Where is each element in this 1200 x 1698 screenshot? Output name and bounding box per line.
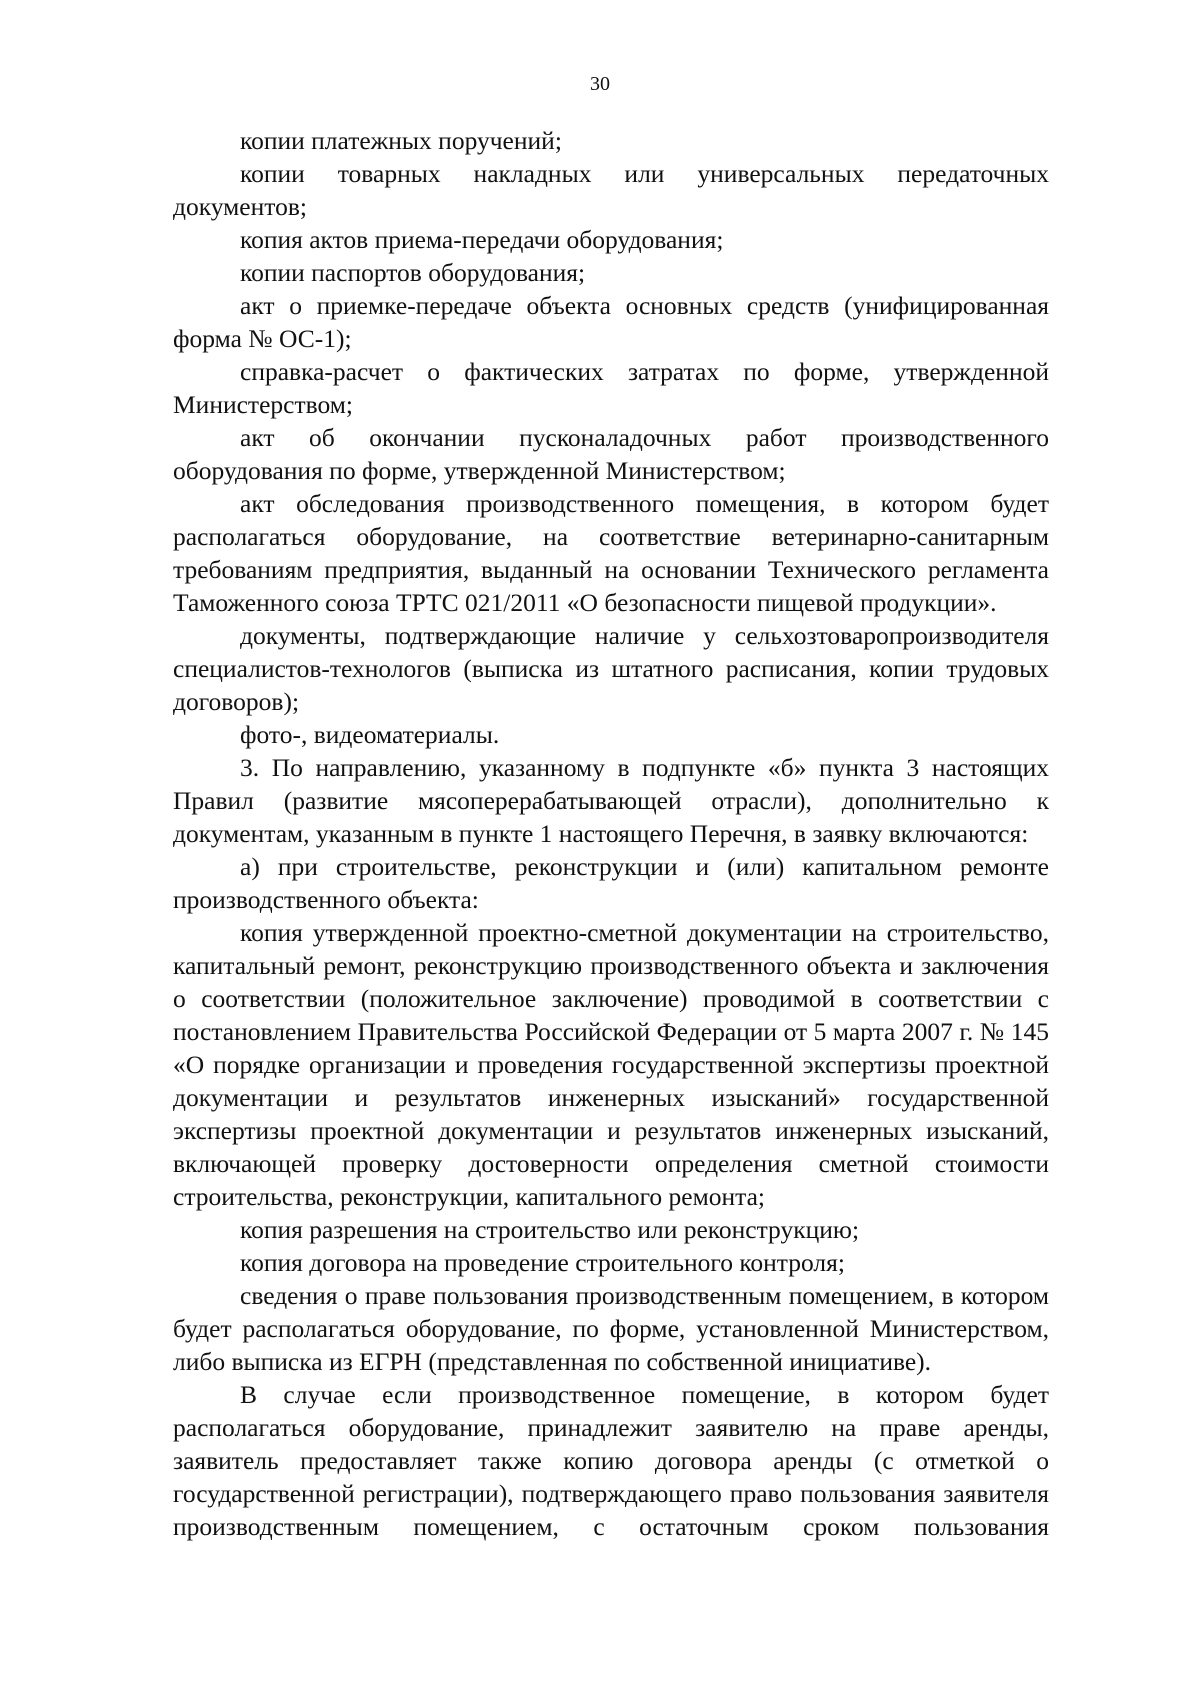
paragraph-construction-control: копия договора на проведение строительного контроля; [240, 1248, 845, 1277]
paragraph-subsection-a: а) при строительстве, реконструкции и (или) капитальном ремонте производственного объекта: [173, 852, 1049, 914]
paragraph-equipment-transfer-acts: копия актов приема-передачи оборудования; [240, 225, 724, 254]
page-number: 30 [590, 73, 610, 95]
paragraph-lease-case: В случае если производственное помещение, в котором будет располагаться оборудование, принадлежит заявителю на праве аренды, заявитель предоставляет также копию договора аренды (с отметкой о государственной регистрации), подтверждающего право пользования заявителя производственным помещением, с остаточным сроком пользования [173, 1380, 1049, 1541]
paragraph-waybills: копии товарных накладных или универсальных передаточных документов; [173, 159, 1049, 221]
paragraph-section-3: 3. По направлению, указанному в подпункте «б» пункта 3 настоящих Правил (развитие мясоперерабатывающей отрасли), дополнительно к документам, указанным в пункте 1 настоящего Перечня, в заявку включаются: [173, 753, 1049, 848]
paragraph-payment-orders: копии платежных поручений; [240, 126, 562, 155]
paragraph-cost-statement: справка-расчет о фактических затратах по форме, утвержденной Министерством; [173, 357, 1049, 419]
paragraph-photo-video: фото-, видеоматериалы. [240, 720, 500, 749]
paragraph-usage-rights: сведения о праве пользования производственным помещением, в котором будет располагаться оборудование, по форме, установленной Министерством, либо выписка из ЕГРН (представленная по собственной инициативе). [173, 1281, 1049, 1376]
paragraph-technologists-documents: документы, подтверждающие наличие у сельхозтоваропроизводителя специалистов-технологов (выписка из штатного расписания, копии трудовых договоров); [173, 621, 1049, 716]
paragraph-premises-inspection-act: акт обследования производственного помещения, в котором будет располагаться оборудование, на соответствие ветеринарно-санитарным требованиям предприятия, выданный на основании Технического регламента Таможенного союза ТРТС 021/2011 «О безопасности пищевой продукции». [173, 489, 1049, 617]
document-body [173, 124, 1049, 1543]
paragraph-project-documentation: копия утвержденной проектно-сметной документации на строительство, капитальный ремонт, реконструкцию производственного объекта и заключения о соответствии (положительное заключение) проводимой в соответствии с постановлением Правительства Российской Федерации от 5 марта 2007 г. № 145 «О порядке организации и проведения государственной экспертизы проектной документации и результатов инженерных изысканий» государственной экспертизы проектной документации и результатов инженерных изысканий, включающей проверку достоверности определения сметной стоимости строительства, реконструкции, капитального ремонта; [173, 918, 1049, 1211]
paragraph-commissioning-act: акт об окончании пусконаладочных работ производственного оборудования по форме, утвержденной Министерством; [173, 423, 1049, 485]
paragraph-construction-permit: копия разрешения на строительство или реконструкцию; [240, 1215, 860, 1244]
paragraph-equipment-passports: копии паспортов оборудования; [240, 258, 586, 287]
paragraph-fixed-assets-act: акт о приемке-передаче объекта основных средств (унифицированная форма № ОС-1); [173, 291, 1049, 353]
